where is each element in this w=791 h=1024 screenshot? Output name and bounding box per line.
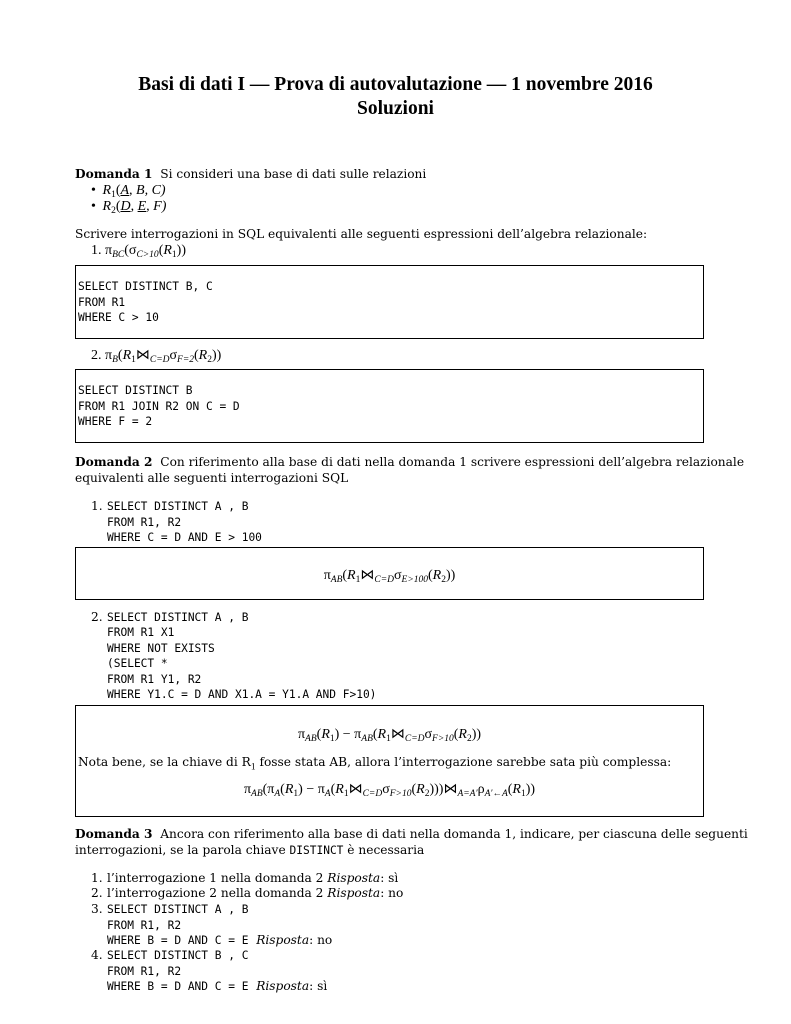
q3-item-3: 3. SELECT DISTINCT A , B FROM R1, R2 WHERE B = D AND C = E Risposta: no	[91, 902, 333, 947]
q2-label: Domanda 2	[75, 455, 153, 469]
q3-item-2: 2. l’interrogazione 2 nella domanda 2 Risposta: no	[91, 886, 404, 900]
q3-heading: Domanda 3 Ancora con riferimento alla base di dati nella domanda 1, indicare, per ciascuna delle seguenti	[75, 827, 748, 841]
q3-intro-line2: interrogazioni, se la parola chiave DISTINCT è necessaria	[75, 843, 425, 857]
q1-item-1: 1. $\pi_{BC}(\sigma_{C>10}(R_1))$	[91, 243, 186, 260]
q2-item-1: 1. SELECT DISTINCT A , B FROM R1, R2 WHERE C = D AND E > 100	[91, 499, 262, 544]
q2-answer-2-note: Nota bene, se la chiave di $R_1$ fosse stata AB, allora l’interrogazione sarebbe sata più complessa:	[78, 755, 672, 773]
distinct-keyword: DISTINCT	[289, 844, 344, 857]
q1-instruction: Scrivere interrogazioni in SQL equivalenti alle seguenti espressioni dell’algebra relazionale:	[75, 227, 648, 241]
document-subtitle: Soluzioni	[357, 98, 434, 119]
q2-item-2: 2. SELECT DISTINCT A , B FROM R1 X1 WHERE NOT EXISTS (SELECT * FROM R1 Y1, R2 WHERE Y1.C = D AND X1.A = Y1.A AND F>10)	[91, 610, 377, 702]
q3-label: Domanda 3	[75, 827, 153, 841]
q3-item-4: 4. SELECT DISTINCT B , C FROM R1, R2 WHERE B = D AND C = E Risposta: sì	[91, 948, 328, 993]
q3-item-1: 1. l’interrogazione 1 nella domanda 2 Risposta: sì	[91, 871, 399, 885]
q2-answer-2-complex-expr: $\pi_{AB}(\pi_A(R_1)$ − $\pi_A(R_1⋈_{C=D}\sigma_{F>10}(R_2)))⋈_{A=A'}\rho_{A'\leftarrow A}(R_1)$)	[243, 782, 536, 799]
q1-intro: Si consideri una base di dati sulle relazioni	[160, 167, 427, 181]
q2-answer-2-box	[75, 705, 704, 817]
q1-label: Domanda 1	[75, 167, 153, 181]
q1-answer-2-box	[75, 369, 704, 443]
q1-heading	[75, 167, 426, 182]
q2-heading: Domanda 2 Con riferimento alla base di dati nella domanda 1 scrivere espressioni dell’algebra relazionale	[75, 455, 745, 469]
q2-answer-1-expr: $\pi_{AB}(R_1⋈_{C=D}\sigma_{E>100}(R_2))$	[323, 568, 456, 585]
q2-intro-line2: equivalenti alle seguenti interrogazioni SQL	[75, 471, 349, 485]
q2-answer-2-expr: $\pi_{AB}(R_1)$ − $\pi_{AB}(R_1⋈_{C=D}\sigma_{F>10}(R_2))$	[297, 727, 482, 744]
q1-relation-2: • $R_2(D$, E, F)	[91, 199, 167, 216]
q1-item-2: 2. $\pi_B(R_1⋈_{C=D}\sigma_{F=2}(R_2))$	[91, 348, 222, 365]
q1-answer-1-box	[75, 265, 704, 339]
document-title: Basi di dati I — Prova di autovalutazione — 1 novembre 2016	[138, 74, 653, 95]
q1-answer-1-code: SELECT DISTINCT B, C FROM R1 WHERE C > 10	[78, 280, 213, 324]
q2-answer-1-box	[75, 547, 704, 600]
q1-answer-2-code: SELECT DISTINCT B FROM R1 JOIN R2 ON C = D WHERE F = 2	[78, 384, 240, 428]
q1-relation-1: • $R_1(A$, B, C)	[91, 183, 166, 200]
